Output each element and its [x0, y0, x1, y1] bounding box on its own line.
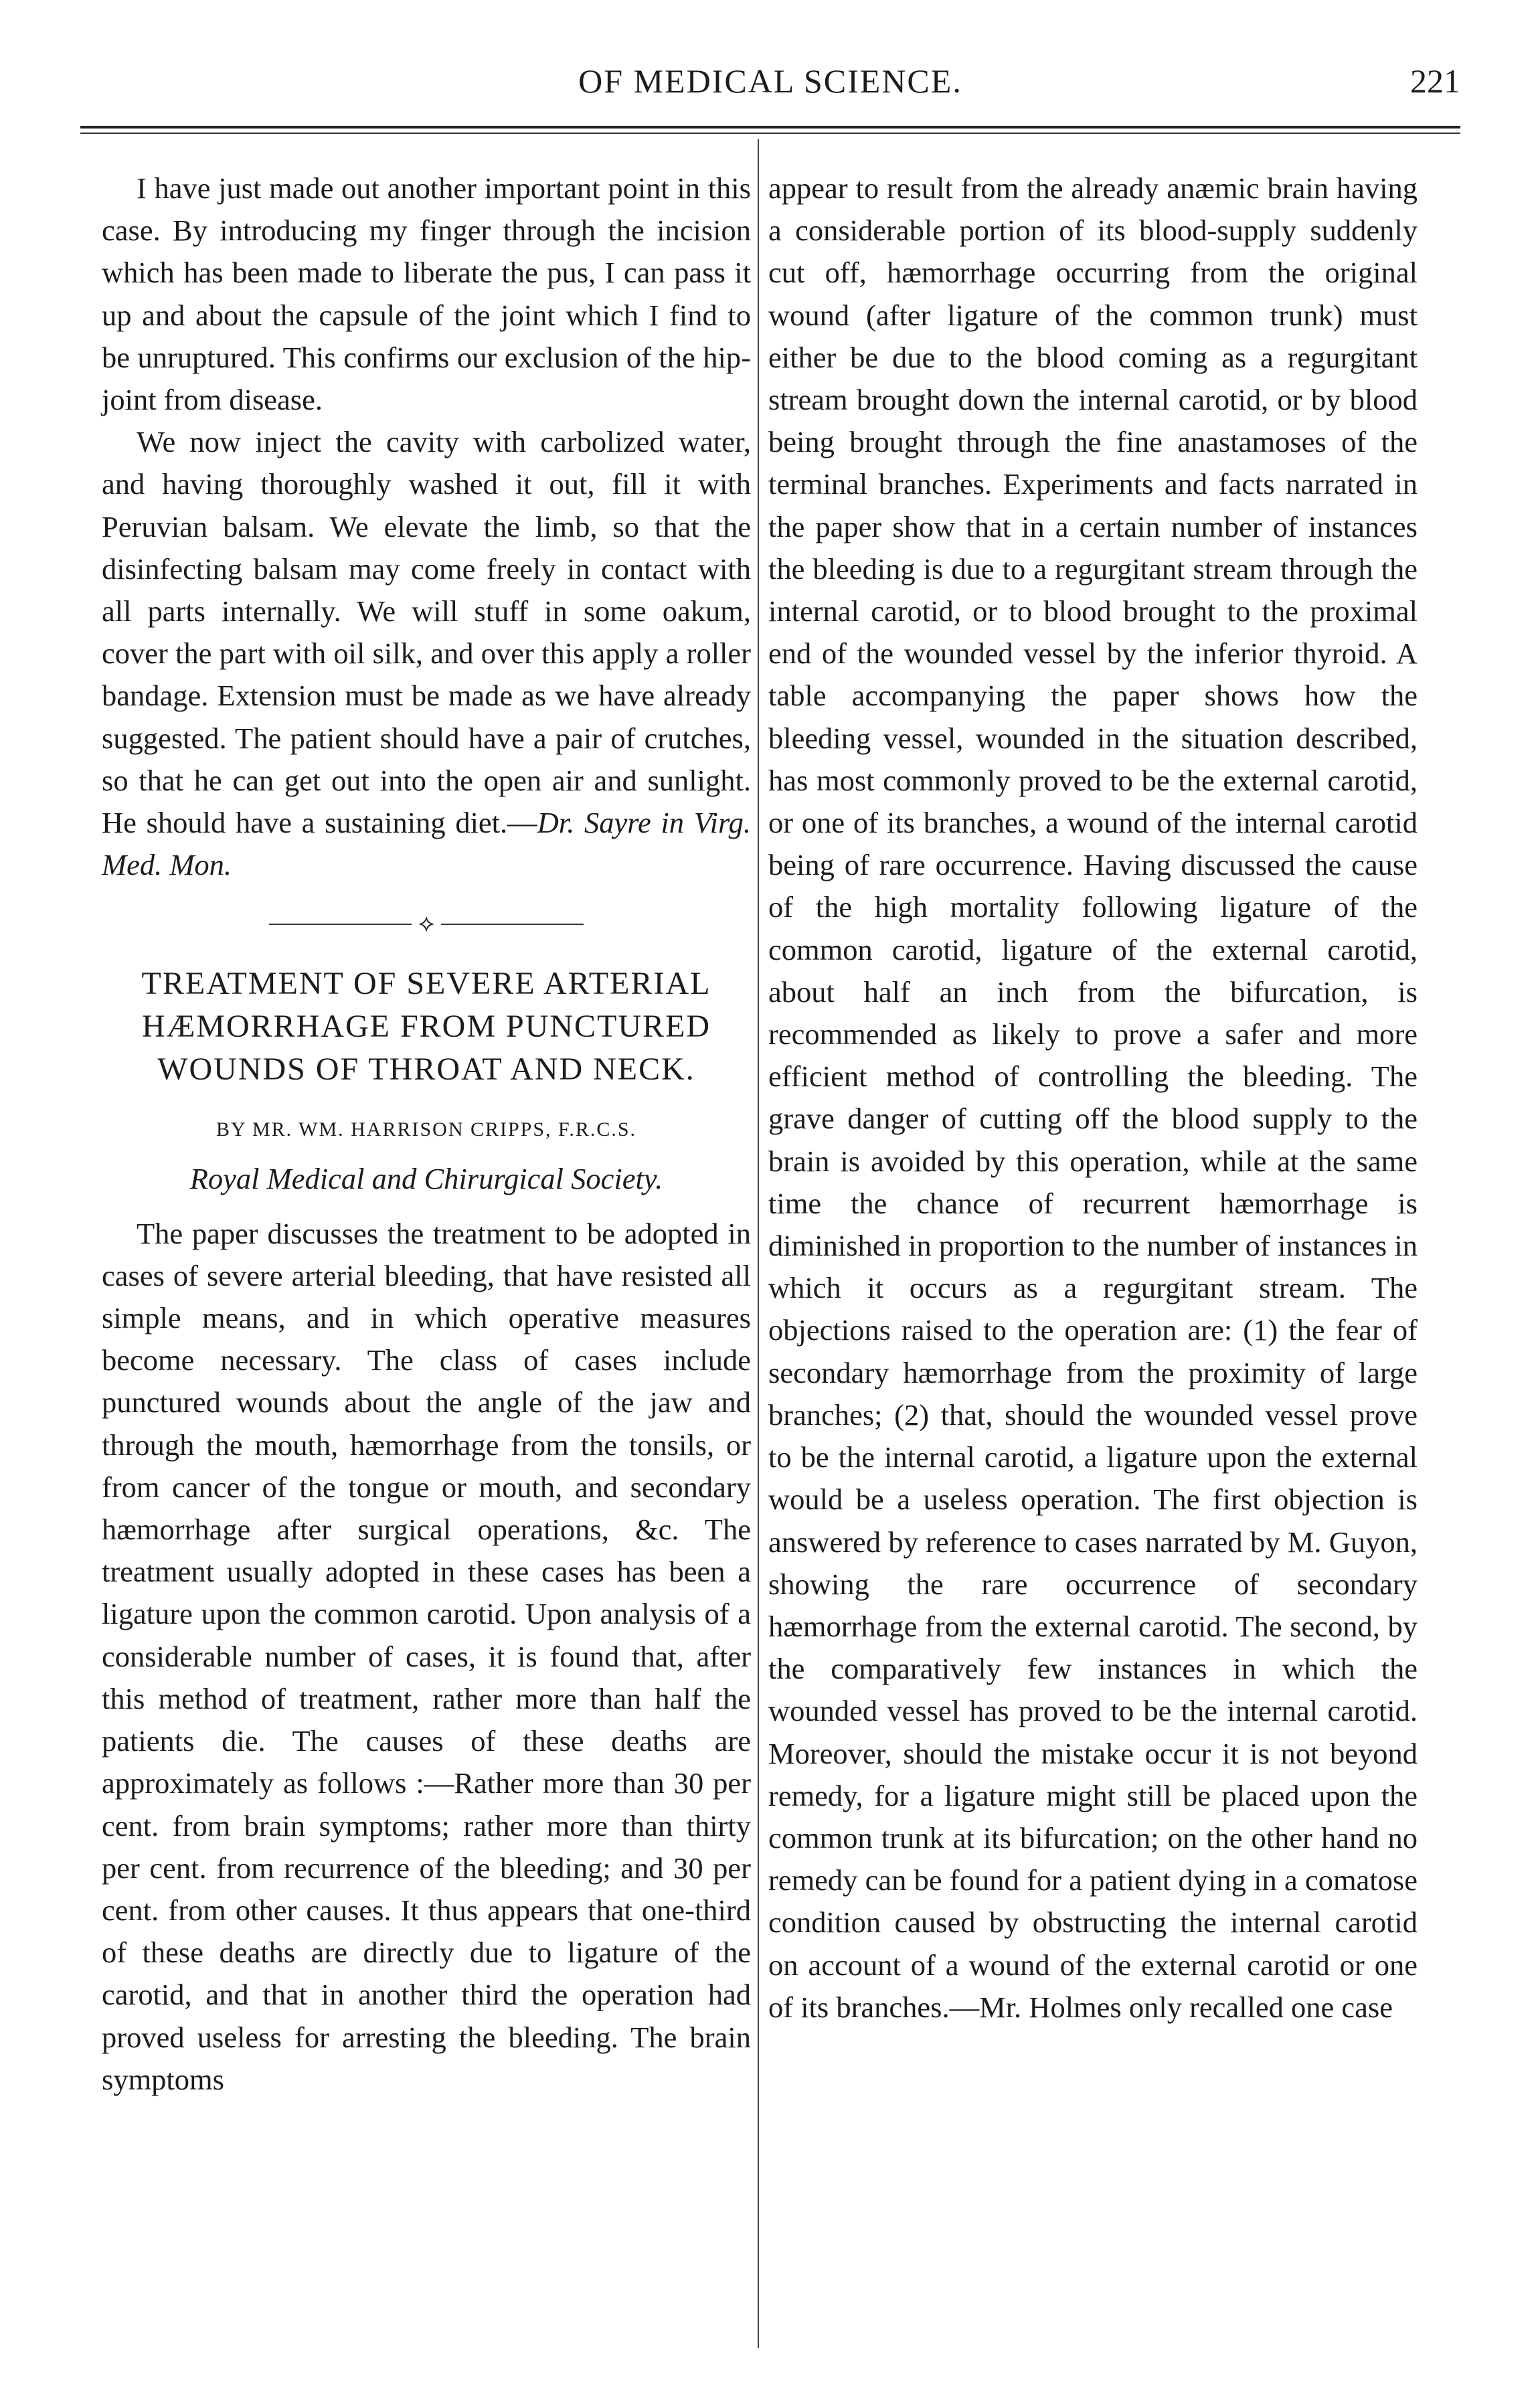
paragraph-continuation: appear to result from the already anæmic brain having a considerable portion of its blood-supply suddenly cut off, hæmorrhage occurring from the original wound (after ligature of the common trunk) must either be due to the blood coming as a regurgitant stream brought down the internal carotid, or by blood being brought through the fine anastamoses of the terminal branches. Experiments and facts narrated in the paper show that in a certain number of instances the bleeding is due to a regurgitant stream through the internal carotid, or to blood brought to the proximal end of the wounded vessel by the inferior thyroid. A table accompanying the paper shows how the bleeding vessel, wounded in the situation described, has most commonly proved to be the external carotid, or one of its branches, a wound of the internal carotid being of rare occurrence. Having discussed the cause of the high mortality following ligature of the common carotid, ligature of the external carotid, about half an inch from the bifurcation, is recommended as likely to prove a safer and more efficient method of controlling the bleeding. The grave danger of cutting off the blood supply to the brain is avoided by this operation, while at the same time the chance of recurrent hæmorrhage is diminished in proportion to the number of instances in which it occurs as a regurgitant stream. The objections raised to the operation are: (1) the fear of secondary hæmorrhage from the proximity of large branches; (2) that, should the wounded vessel prove to be the internal carotid, a ligature upon the external would be a useless operation. The first objection is answered by reference to cases narrated by M. Guyon, showing the rare occurrence of secondary hæmorrhage from the external carotid. The second, by the comparatively few instances in which the wounded vessel has proved to be the internal carotid. Moreover, should the mistake occur it is not beyond remedy, for a ligature might still be placed upon the common trunk at its bifurcation; on the other hand no remedy can be found for a patient dying in a comatose condition caused by obstructing the internal carotid on account of a wound of the external carotid or one of its branches.—Mr. Holmes only recalled one case: [768, 171, 1418, 2024]
left-column: [102, 167, 751, 2101]
paragraph-treatment: [102, 421, 751, 886]
header-rule-thin: [80, 133, 1460, 134]
article-society: Royal Medical and Chirurgical Society.: [189, 1162, 663, 1196]
article-byline: BY MR. WM. HARRISON CRIPPS, F.R.C.S.: [216, 1118, 637, 1141]
running-head: [80, 62, 1460, 108]
page-number: 221: [1410, 62, 1460, 100]
section-ornament: [269, 910, 584, 937]
article-title: TREATMENT OF SEVERE ARTERIAL HÆMORRHAGE FROM PUNCTURED WOUNDS OF THROAT AND NECK.: [141, 966, 711, 1088]
column-divider: [758, 139, 759, 2348]
header-rule-thick: [80, 126, 1460, 129]
paragraph-paper-summary: The paper discusses the treatment to be adopted in cases of severe arterial bleeding, that have resisted all simple means, and in which operative measures become necessary. The class of cases include punctured wounds about the angle of the jaw and through the mouth, hæmorrhage from the tonsils, or from cancer of the tongue or mouth, and secondary hæmorrhage after surgical operations, &c. The treatment usually adopted in these cases has been a ligature upon the common carotid. Upon analysis of a considerable number of cases, it is found that, after this method of treatment, rather more than half the patients die. The causes of these deaths are approximately as follows :—Rather more than 30 per cent. from brain symptoms; rather more than thirty per cent. from recurrence of the bleeding; and 30 per cent. from other causes. It thus appears that one-third of these deaths are directly due to ligature of the carotid, and that in another third the operation had proved useless for arresting the bleeding. The brain symptoms: [102, 1216, 751, 2096]
paragraph-case-note: I have just made out another important point in this case. By introducing my finger through the incision which has been made to liberate the pus, I can pass it up and about the capsule of the joint which I find to be unruptured. This confirms our exclusion of the hip-joint from disease.: [102, 171, 751, 417]
running-title: OF MEDICAL SCIENCE.: [578, 62, 962, 100]
right-column: [768, 167, 1418, 2029]
ornament-diamond-icon: ⟡: [412, 906, 441, 940]
source-citation: Dr. Sayre in Virg. Med. Mon.: [102, 806, 751, 882]
paragraph-treatment-text: We now inject the cavity with carbolized water, and having thoroughly washed it out, fill it with Peruvian balsam. We elevate the limb, so that the disinfecting balsam may come freely in contact with all parts internally. We will stuff in some oakum, cover the part with oil silk, and over this apply a roller bandage. Extension must be made as we have already suggested. The patient should have a pair of crutches, so that he can get out into the open air and sunlight. He should have a sustaining diet.—: [102, 425, 751, 840]
